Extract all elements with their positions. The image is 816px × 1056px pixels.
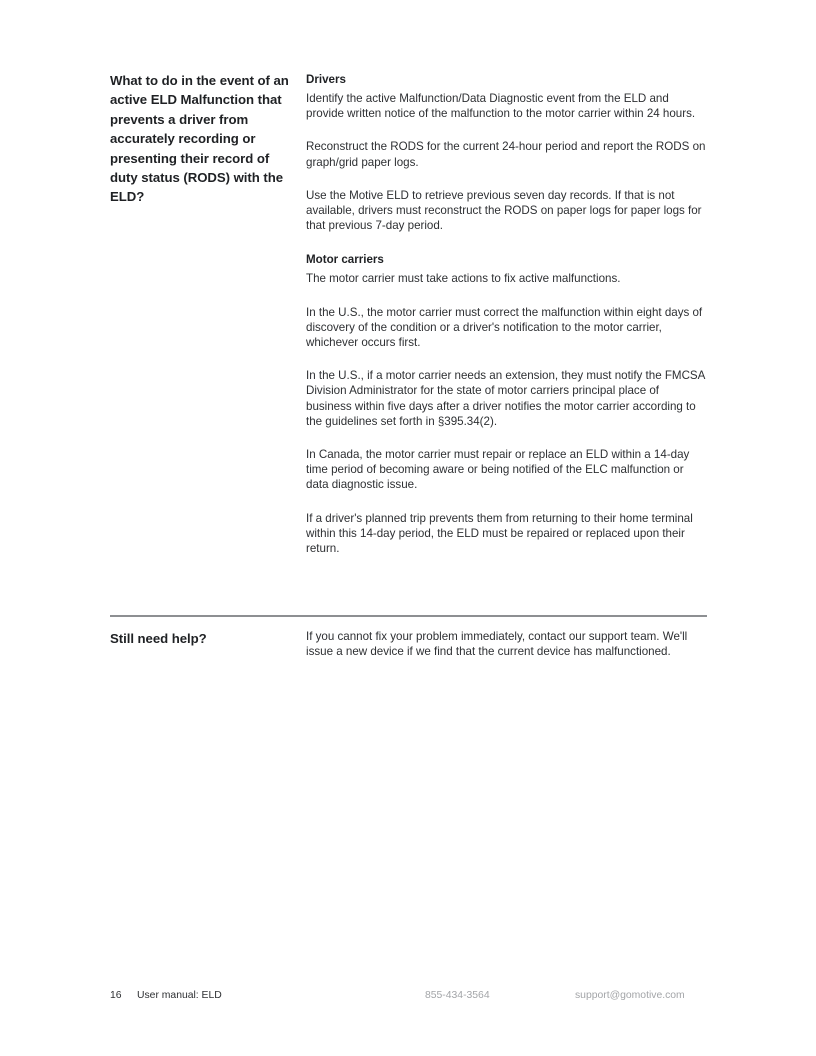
- drivers-heading: Drivers: [306, 73, 346, 86]
- section-divider: [110, 615, 707, 617]
- help-right-column: [306, 629, 707, 659]
- drivers-paragraph-1: Identify the active Malfunction/Data Diagnostic event from the ELD and provide written notice of the malfunction to the motor carrier within 24 hours.: [306, 92, 696, 121]
- motor-carriers-paragraph-1: The motor carrier must take actions to fix active malfunctions.: [306, 272, 621, 286]
- footer-page-number: 16: [110, 990, 122, 1001]
- motor-carriers-heading: Motor carriers: [306, 253, 384, 267]
- motor-carriers-paragraph-3: In the U.S., if a motor carrier needs an extension, they must notify the FMCSA Division Administrator for the state of motor carriers principal place of business within five days after a driver notifies the motor carrier according to the guidelines set forth in §395.34(2).: [306, 369, 705, 428]
- help-left-column: [110, 629, 306, 648]
- page-footer: [110, 988, 707, 1004]
- still-need-help-body: If you cannot fix your problem immediately, contact our support team. We'll issue a new device if we find that the current device has malfunctioned.: [306, 630, 688, 659]
- drivers-paragraph-2: Reconstruct the RODS for the current 24-hour period and report the RODS on graph/grid paper logs.: [306, 140, 706, 169]
- motor-carriers-paragraph-5: If a driver's planned trip prevents them from returning to their home terminal within this 14-day period, the ELD must be repaired or replaced upon their return.: [306, 511, 693, 556]
- page-question-heading: What to do in the event of an active ELD Malfunction that prevents a driver from accurately recording or presenting their record of duty status (RODS) with the ELD?: [110, 73, 289, 205]
- motor-carriers-paragraph-2: In the U.S., the motor carrier must correct the malfunction within eight days of discovery of the condition or a driver's notification to the motor carrier, whichever occurs first.: [306, 305, 703, 350]
- still-need-help-section: [110, 629, 707, 659]
- main-content-section: [110, 71, 707, 556]
- left-column: [110, 71, 306, 207]
- footer-document-title: User manual: ELD: [137, 990, 222, 1001]
- footer-support-email[interactable]: support@gomotive.com: [575, 990, 685, 1001]
- still-need-help-heading: Still need help?: [110, 631, 207, 646]
- footer-support-phone[interactable]: 855-434-3564: [425, 990, 490, 1001]
- drivers-paragraph-3: Use the Motive ELD to retrieve previous seven day records. If that is not available, drivers must reconstruct the RODS on paper logs for paper logs for that previous 7-day period.: [306, 188, 702, 233]
- right-column: [306, 71, 707, 556]
- motor-carriers-paragraph-4: In Canada, the motor carrier must repair or replace an ELD within a 14-day time period of becoming aware or being notified of the ELC malfunction or data diagnostic issue.: [306, 448, 690, 492]
